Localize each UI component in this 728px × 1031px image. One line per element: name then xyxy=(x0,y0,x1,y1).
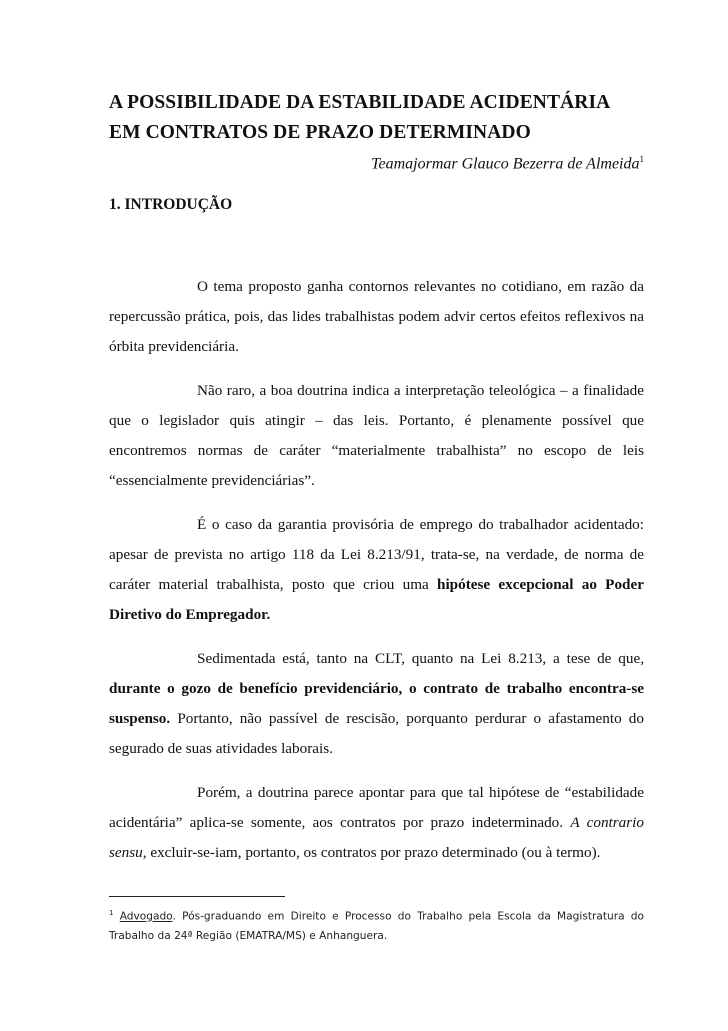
footnote-lead-word: Advogado xyxy=(119,910,173,923)
author-name: Teamajormar Glauco Bezerra de Almeida xyxy=(371,155,640,173)
paragraph-2: Não raro, a boa doutrina indica a interpretação teleológica – a finalidade que o legislador quis atingir – das leis. Portanto, é plenamente possível que encontremos normas de caráter “materialmente trabalhista” no escopo de leis “essencialmente previdenciárias”. xyxy=(109,382,644,489)
paragraph-5 xyxy=(109,778,644,868)
section-heading: 1. INTRODUÇÃO xyxy=(109,196,233,213)
author-line xyxy=(371,154,644,173)
footnote xyxy=(109,904,644,946)
paragraph-5-text-start: Porém, a doutrina parece apontar para que tal hipótese de “estabilidade acidentária” aplica-se somente, aos contratos por prazo indeterminado. xyxy=(109,784,644,831)
paragraph-5-text-end: , excluir-se-iam, portanto, os contratos por prazo determinado (ou à termo). xyxy=(142,844,601,861)
paragraph-4-text-start: Sedimentada está, tanto na CLT, quanto na Lei 8.213, a tese de que, xyxy=(197,650,644,667)
footnote-reference[interactable]: 1 xyxy=(639,154,644,164)
footnote-mark: 1 xyxy=(109,909,114,917)
document-title: A POSSIBILIDADE DA ESTABILIDADE ACIDENTÁRIA EM CONTRATOS DE PRAZO DETERMINADO xyxy=(109,92,610,143)
paragraph-4 xyxy=(109,644,644,764)
paragraph-4-emphasis: durante o gozo de benefício previdenciário, o contrato de trabalho encontra-se suspenso. xyxy=(109,680,644,727)
paragraph-3 xyxy=(109,510,644,630)
footnote-separator xyxy=(109,896,285,897)
paragraph-5-latin-term: A contrario sensu xyxy=(109,814,644,861)
paragraph-1: O tema proposto ganha contornos relevantes no cotidiano, em razão da repercussão prática, pois, das lides trabalhistas podem advir certos efeitos reflexivos na órbita previdenciária. xyxy=(109,278,644,355)
paragraph-4-text-end: Portanto, não passível de rescisão, porquanto perdurar o afastamento do segurado de suas atividades laborais. xyxy=(109,710,644,757)
paragraph-3-text: É o caso da garantia provisória de emprego do trabalhador acidentado: apesar de prevista no artigo 118 da Lei 8.213/91, trata-se, na verdade, de norma de caráter material trabalhista, posto que criou uma xyxy=(109,516,644,593)
document-body xyxy=(109,272,644,882)
footnote-text: . Pós-graduando em Direito e Processo do Trabalho pela Escola da Magistratura do Trabalho da 24ª Região (EMATRA/MS) e Anhanguera. xyxy=(109,910,644,942)
paragraph-3-emphasis: hipótese excepcional ao Poder Diretivo do Empregador. xyxy=(109,576,644,623)
